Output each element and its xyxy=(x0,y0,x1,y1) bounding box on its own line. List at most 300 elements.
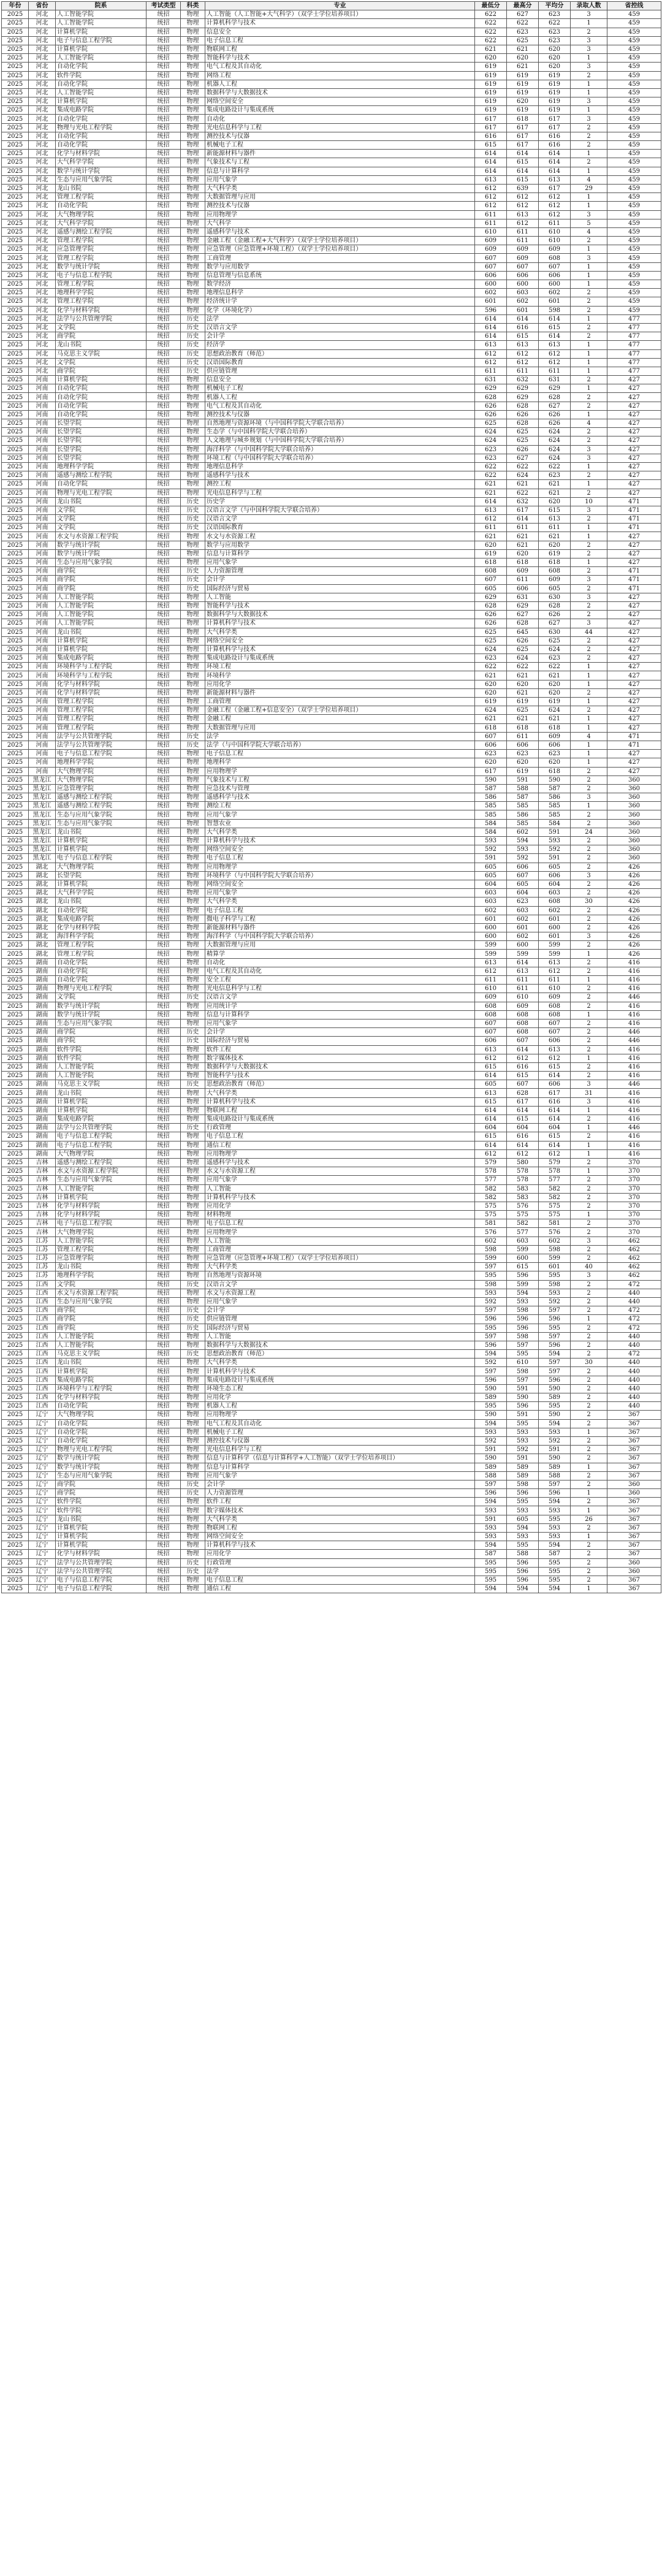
cell-min: 617 xyxy=(507,132,539,140)
cell-min: 614 xyxy=(507,1045,539,1054)
table-row xyxy=(2,210,661,219)
cell-province: 河北 xyxy=(29,10,56,19)
cell-count: 1 xyxy=(571,715,607,723)
cell-avg: 622 xyxy=(539,19,571,28)
cell-max: 626 xyxy=(475,402,507,410)
cell-avg: 596 xyxy=(539,1341,571,1349)
cell-avg: 597 xyxy=(539,1306,571,1315)
cell-exam-type: 统招 xyxy=(146,1350,181,1358)
cell-province: 河北 xyxy=(29,106,56,115)
cell-count: 1 xyxy=(571,1106,607,1115)
cell-max: 610 xyxy=(475,985,507,993)
cell-college: 商学院 xyxy=(56,584,146,593)
cell-year: 2025 xyxy=(2,1489,29,1498)
cell-control: 477 xyxy=(607,314,661,323)
cell-min: 601 xyxy=(507,923,539,932)
cell-min: 575 xyxy=(507,1211,539,1219)
cell-control: 416 xyxy=(607,1010,661,1019)
cell-min: 615 xyxy=(507,332,539,341)
table-row xyxy=(2,1132,661,1141)
cell-province: 湖南 xyxy=(29,1002,56,1010)
cell-exam-type: 统招 xyxy=(146,601,181,610)
table-row xyxy=(2,497,661,506)
cell-year: 2025 xyxy=(2,202,29,210)
cell-college: 法学与公共管理学院 xyxy=(56,314,146,323)
cell-max: 578 xyxy=(475,1167,507,1176)
cell-count: 2 xyxy=(571,1341,607,1349)
cell-max: 595 xyxy=(475,1576,507,1584)
cell-control: 427 xyxy=(607,428,661,436)
cell-major: 信息与计算科学 xyxy=(205,167,475,175)
table-row xyxy=(2,1097,661,1106)
cell-province: 湖北 xyxy=(29,863,56,871)
cell-min: 621 xyxy=(507,532,539,541)
cell-max: 606 xyxy=(475,271,507,280)
cell-min: 608 xyxy=(507,1019,539,1027)
cell-exam-type: 统招 xyxy=(146,1585,181,1593)
cell-subject: 物理 xyxy=(181,1585,205,1593)
cell-college: 遥感与测绘工程学院 xyxy=(56,802,146,810)
cell-control: 427 xyxy=(607,593,661,601)
cell-province: 河南 xyxy=(29,576,56,584)
cell-exam-type: 统招 xyxy=(146,1376,181,1384)
cell-year: 2025 xyxy=(2,549,29,558)
cell-exam-type: 统招 xyxy=(146,1567,181,1576)
cell-avg: 623 xyxy=(539,471,571,480)
table-row xyxy=(2,819,661,828)
cell-exam-type: 统招 xyxy=(146,1062,181,1071)
cell-count: 2 xyxy=(571,489,607,497)
cell-major: 应用气象学 xyxy=(205,1176,475,1184)
cell-province: 河南 xyxy=(29,489,56,497)
cell-min: 614 xyxy=(507,1106,539,1115)
cell-year: 2025 xyxy=(2,358,29,367)
cell-min: 627 xyxy=(507,10,539,19)
cell-subject: 物理 xyxy=(181,1541,205,1550)
cell-control: 477 xyxy=(607,341,661,349)
cell-college: 商学院 xyxy=(56,332,146,341)
cell-control: 440 xyxy=(607,1367,661,1376)
cell-year: 2025 xyxy=(2,1054,29,1062)
cell-college: 自动化学院 xyxy=(56,1419,146,1428)
cell-year: 2025 xyxy=(2,923,29,932)
cell-min: 599 xyxy=(507,1280,539,1289)
cell-avg: 618 xyxy=(539,558,571,567)
cell-count: 2 xyxy=(571,985,607,993)
cell-avg: 596 xyxy=(539,1489,571,1498)
cell-max: 594 xyxy=(475,1419,507,1428)
cell-min: 619 xyxy=(507,698,539,706)
cell-year: 2025 xyxy=(2,1471,29,1480)
cell-exam-type: 统招 xyxy=(146,950,181,958)
cell-min: 625 xyxy=(507,645,539,654)
cell-avg: 612 xyxy=(539,1149,571,1158)
cell-exam-type: 统招 xyxy=(146,376,181,384)
cell-province: 河南 xyxy=(29,436,56,445)
cell-college: 管理工程学院 xyxy=(56,723,146,732)
cell-min: 620 xyxy=(507,680,539,688)
cell-min: 603 xyxy=(507,289,539,297)
cell-avg: 609 xyxy=(539,993,571,1002)
cell-major: 人文地理与城乡规划（与中国科学院大学联合培养） xyxy=(205,436,475,445)
cell-province: 辽宁 xyxy=(29,1498,56,1506)
cell-max: 612 xyxy=(475,202,507,210)
cell-avg: 614 xyxy=(539,1141,571,1149)
cell-avg: 597 xyxy=(539,1480,571,1488)
cell-major: 大气科学类 xyxy=(205,1089,475,1097)
cell-subject: 物理 xyxy=(181,723,205,732)
table-row xyxy=(2,1062,661,1071)
cell-subject: 物理 xyxy=(181,237,205,245)
cell-major: 信息安全 xyxy=(205,376,475,384)
cell-control: 459 xyxy=(607,28,661,36)
cell-control: 459 xyxy=(607,245,661,254)
cell-year: 2025 xyxy=(2,97,29,106)
cell-min: 614 xyxy=(507,314,539,323)
cell-subject: 历史 xyxy=(181,584,205,593)
cell-control: 446 xyxy=(607,1080,661,1089)
cell-subject: 物理 xyxy=(181,1115,205,1124)
cell-min: 615 xyxy=(507,158,539,167)
cell-year: 2025 xyxy=(2,611,29,619)
cell-major: 数据科学与大数据技术 xyxy=(205,88,475,97)
cell-avg: 622 xyxy=(539,663,571,671)
cell-control: 446 xyxy=(607,1037,661,1045)
cell-college: 物理与光电工程学院 xyxy=(56,123,146,132)
cell-avg: 614 xyxy=(539,314,571,323)
cell-control: 427 xyxy=(607,654,661,663)
cell-province: 河北 xyxy=(29,349,56,358)
cell-subject: 物理 xyxy=(181,715,205,723)
cell-exam-type: 统招 xyxy=(146,793,181,802)
cell-exam-type: 统招 xyxy=(146,254,181,262)
cell-year: 2025 xyxy=(2,1523,29,1532)
cell-year: 2025 xyxy=(2,636,29,645)
cell-avg: 609 xyxy=(539,245,571,254)
cell-college: 管理工程学院 xyxy=(56,237,146,245)
cell-major: 测控技术与仪器 xyxy=(205,1436,475,1445)
cell-min: 612 xyxy=(507,358,539,367)
cell-avg: 592 xyxy=(539,1436,571,1445)
table-row xyxy=(2,297,661,306)
cell-count: 2 xyxy=(571,323,607,332)
cell-control: 440 xyxy=(607,1384,661,1393)
cell-min: 621 xyxy=(507,480,539,489)
cell-college: 自动化学院 xyxy=(56,115,146,123)
cell-max: 608 xyxy=(475,1010,507,1019)
cell-max: 595 xyxy=(475,1402,507,1411)
cell-avg: 628 xyxy=(539,601,571,610)
cell-subject: 物理 xyxy=(181,289,205,297)
cell-min: 622 xyxy=(507,19,539,28)
cell-count: 2 xyxy=(571,306,607,314)
cell-year: 2025 xyxy=(2,784,29,793)
table-row xyxy=(2,1498,661,1506)
cell-province: 吉林 xyxy=(29,1193,56,1202)
cell-major: 机器人工程 xyxy=(205,1402,475,1411)
cell-college: 大气物理学院 xyxy=(56,1149,146,1158)
cell-province: 湖北 xyxy=(29,880,56,888)
cell-major: 计算机科学与技术 xyxy=(205,645,475,654)
cell-province: 河南 xyxy=(29,732,56,741)
cell-year: 2025 xyxy=(2,1141,29,1149)
cell-avg: 613 xyxy=(539,175,571,184)
cell-control: 459 xyxy=(607,167,661,175)
cell-subject: 物理 xyxy=(181,950,205,958)
cell-year: 2025 xyxy=(2,1263,29,1271)
table-row xyxy=(2,1237,661,1245)
cell-max: 596 xyxy=(475,1341,507,1349)
cell-avg: 598 xyxy=(539,1245,571,1254)
cell-major: 安全工程 xyxy=(205,976,475,985)
cell-min: 614 xyxy=(507,958,539,967)
cell-control: 427 xyxy=(607,436,661,445)
cell-avg: 613 xyxy=(539,341,571,349)
table-row xyxy=(2,1193,661,1202)
cell-exam-type: 统招 xyxy=(146,654,181,663)
cell-avg: 586 xyxy=(539,793,571,802)
cell-avg: 611 xyxy=(539,976,571,985)
cell-college: 数学与统计学院 xyxy=(56,167,146,175)
cell-year: 2025 xyxy=(2,54,29,63)
cell-subject: 历史 xyxy=(181,1350,205,1358)
cell-exam-type: 统招 xyxy=(146,775,181,784)
cell-max: 626 xyxy=(475,611,507,619)
cell-major: 水文与水资源工程 xyxy=(205,532,475,541)
cell-count: 1 xyxy=(571,202,607,210)
cell-min: 596 xyxy=(507,1315,539,1324)
cell-college: 大气物理学院 xyxy=(56,767,146,775)
cell-college: 人工智能学院 xyxy=(56,1237,146,1245)
cell-max: 592 xyxy=(475,845,507,854)
cell-subject: 物理 xyxy=(181,123,205,132)
cell-avg: 606 xyxy=(539,1037,571,1045)
cell-min: 623 xyxy=(507,897,539,906)
table-row xyxy=(2,1550,661,1558)
cell-max: 618 xyxy=(475,558,507,567)
cell-college: 长望学院 xyxy=(56,436,146,445)
cell-count: 2 xyxy=(571,541,607,549)
cell-college: 大气物理学院 xyxy=(56,1228,146,1237)
cell-province: 江西 xyxy=(29,1367,56,1376)
cell-max: 594 xyxy=(475,1541,507,1550)
cell-count: 3 xyxy=(571,36,607,45)
cell-exam-type: 统招 xyxy=(146,349,181,358)
table-row xyxy=(2,802,661,810)
cell-max: 623 xyxy=(475,654,507,663)
cell-college: 物理与光电工程学院 xyxy=(56,985,146,993)
cell-min: 596 xyxy=(507,1558,539,1567)
cell-college: 管理工程学院 xyxy=(56,254,146,262)
cell-exam-type: 统招 xyxy=(146,1498,181,1506)
cell-max: 589 xyxy=(475,1463,507,1471)
cell-count: 1 xyxy=(571,262,607,271)
cell-min: 605 xyxy=(507,1515,539,1523)
cell-avg: 591 xyxy=(539,854,571,863)
cell-control: 367 xyxy=(607,1576,661,1584)
cell-year: 2025 xyxy=(2,1350,29,1358)
cell-college: 生态与应用气象学院 xyxy=(56,1471,146,1480)
cell-subject: 历史 xyxy=(181,732,205,741)
cell-avg: 624 xyxy=(539,428,571,436)
cell-exam-type: 统招 xyxy=(146,1463,181,1471)
cell-count: 1 xyxy=(571,663,607,671)
cell-avg: 619 xyxy=(539,80,571,88)
cell-year: 2025 xyxy=(2,341,29,349)
cell-exam-type: 统招 xyxy=(146,1411,181,1419)
cell-subject: 历史 xyxy=(181,497,205,506)
cell-avg: 625 xyxy=(539,636,571,645)
cell-control: 367 xyxy=(607,1471,661,1480)
cell-min: 594 xyxy=(507,1289,539,1297)
cell-avg: 601 xyxy=(539,915,571,923)
cell-year: 2025 xyxy=(2,1271,29,1280)
cell-avg: 620 xyxy=(539,497,571,506)
cell-min: 639 xyxy=(507,184,539,192)
cell-avg: 624 xyxy=(539,445,571,454)
cell-college: 应急管理学院 xyxy=(56,245,146,254)
cell-count: 24 xyxy=(571,828,607,836)
cell-major: 微电子科学与工程 xyxy=(205,915,475,923)
cell-subject: 物理 xyxy=(181,532,205,541)
cell-min: 595 xyxy=(507,1498,539,1506)
cell-min: 591 xyxy=(507,1384,539,1393)
cell-min: 594 xyxy=(507,1585,539,1593)
cell-avg: 595 xyxy=(539,1402,571,1411)
cell-count: 2 xyxy=(571,1376,607,1384)
cell-subject: 历史 xyxy=(181,567,205,576)
table-row xyxy=(2,454,661,462)
cell-year: 2025 xyxy=(2,254,29,262)
cell-avg: 608 xyxy=(539,254,571,262)
cell-province: 吉林 xyxy=(29,1158,56,1167)
cell-subject: 物理 xyxy=(181,480,205,489)
cell-max: 593 xyxy=(475,1506,507,1515)
cell-major: 电子信息工程 xyxy=(205,750,475,758)
cell-college: 生态与应用气象学院 xyxy=(56,1297,146,1306)
cell-count: 1 xyxy=(571,341,607,349)
cell-college: 自动化学院 xyxy=(56,976,146,985)
cell-college: 人工智能学院 xyxy=(56,611,146,619)
cell-year: 2025 xyxy=(2,524,29,532)
cell-exam-type: 统招 xyxy=(146,1402,181,1411)
cell-avg: 593 xyxy=(539,1523,571,1532)
cell-year: 2025 xyxy=(2,167,29,175)
cell-major: 新能源材料与器件 xyxy=(205,150,475,158)
cell-province: 河北 xyxy=(29,132,56,140)
cell-subject: 物理 xyxy=(181,202,205,210)
table-row xyxy=(2,1263,661,1271)
cell-count: 2 xyxy=(571,645,607,654)
cell-count: 2 xyxy=(571,863,607,871)
cell-count: 2 xyxy=(571,1558,607,1567)
table-row xyxy=(2,19,661,28)
cell-count: 5 xyxy=(571,219,607,227)
cell-control: 360 xyxy=(607,1480,661,1488)
cell-count: 2 xyxy=(571,845,607,854)
cell-major: 应用化学 xyxy=(205,1202,475,1210)
cell-year: 2025 xyxy=(2,863,29,871)
cell-year: 2025 xyxy=(2,349,29,358)
header-min: 最高分 xyxy=(507,2,539,10)
cell-avg: 610 xyxy=(539,237,571,245)
cell-year: 2025 xyxy=(2,332,29,341)
cell-college: 管理工程学院 xyxy=(56,297,146,306)
cell-province: 河北 xyxy=(29,184,56,192)
cell-year: 2025 xyxy=(2,1446,29,1454)
cell-control: 472 xyxy=(607,1315,661,1324)
cell-subject: 物理 xyxy=(181,889,205,897)
cell-max: 619 xyxy=(475,97,507,106)
cell-avg: 623 xyxy=(539,654,571,663)
cell-exam-type: 统招 xyxy=(146,1254,181,1263)
table-row xyxy=(2,1115,661,1124)
cell-year: 2025 xyxy=(2,1124,29,1132)
cell-min: 632 xyxy=(507,376,539,384)
cell-avg: 623 xyxy=(539,750,571,758)
cell-max: 625 xyxy=(475,628,507,636)
cell-year: 2025 xyxy=(2,271,29,280)
cell-college: 人工智能学院 xyxy=(56,601,146,610)
cell-avg: 606 xyxy=(539,271,571,280)
cell-exam-type: 统招 xyxy=(146,593,181,601)
cell-major: 自然地理与资源环境（与中国科学院大学联合培养） xyxy=(205,419,475,428)
cell-exam-type: 统招 xyxy=(146,1558,181,1567)
cell-province: 江西 xyxy=(29,1289,56,1297)
cell-max: 585 xyxy=(475,810,507,819)
cell-subject: 物理 xyxy=(181,1263,205,1271)
cell-min: 585 xyxy=(507,802,539,810)
cell-control: 426 xyxy=(607,871,661,880)
cell-year: 2025 xyxy=(2,184,29,192)
cell-count: 2 xyxy=(571,654,607,663)
cell-control: 471 xyxy=(607,524,661,532)
cell-exam-type: 统招 xyxy=(146,1193,181,1202)
cell-subject: 历史 xyxy=(181,367,205,375)
cell-major: 汉语国际教育 xyxy=(205,524,475,532)
cell-subject: 物理 xyxy=(181,601,205,610)
cell-major: 水文与水资源工程 xyxy=(205,1167,475,1176)
cell-major: 会计学 xyxy=(205,332,475,341)
cell-major: 光电信息科学与工程 xyxy=(205,1446,475,1454)
table-row xyxy=(2,132,661,140)
cell-control: 477 xyxy=(607,349,661,358)
table-row xyxy=(2,958,661,967)
cell-college: 管理工程学院 xyxy=(56,193,146,202)
cell-exam-type: 统招 xyxy=(146,532,181,541)
cell-college: 马克思主义学院 xyxy=(56,1080,146,1089)
table-row xyxy=(2,723,661,732)
cell-subject: 物理 xyxy=(181,1045,205,1054)
cell-exam-type: 统招 xyxy=(146,758,181,767)
cell-max: 592 xyxy=(475,1297,507,1306)
cell-year: 2025 xyxy=(2,1384,29,1393)
cell-subject: 物理 xyxy=(181,1010,205,1019)
cell-control: 360 xyxy=(607,775,661,784)
cell-count: 1 xyxy=(571,558,607,567)
cell-province: 河南 xyxy=(29,393,56,402)
cell-subject: 物理 xyxy=(181,871,205,880)
table-row xyxy=(2,1054,661,1062)
cell-avg: 604 xyxy=(539,1124,571,1132)
cell-control: 477 xyxy=(607,332,661,341)
cell-max: 619 xyxy=(475,106,507,115)
cell-control: 459 xyxy=(607,150,661,158)
cell-min: 597 xyxy=(507,1341,539,1349)
cell-count: 3 xyxy=(571,454,607,462)
cell-province: 湖南 xyxy=(29,1019,56,1027)
cell-subject: 物理 xyxy=(181,636,205,645)
